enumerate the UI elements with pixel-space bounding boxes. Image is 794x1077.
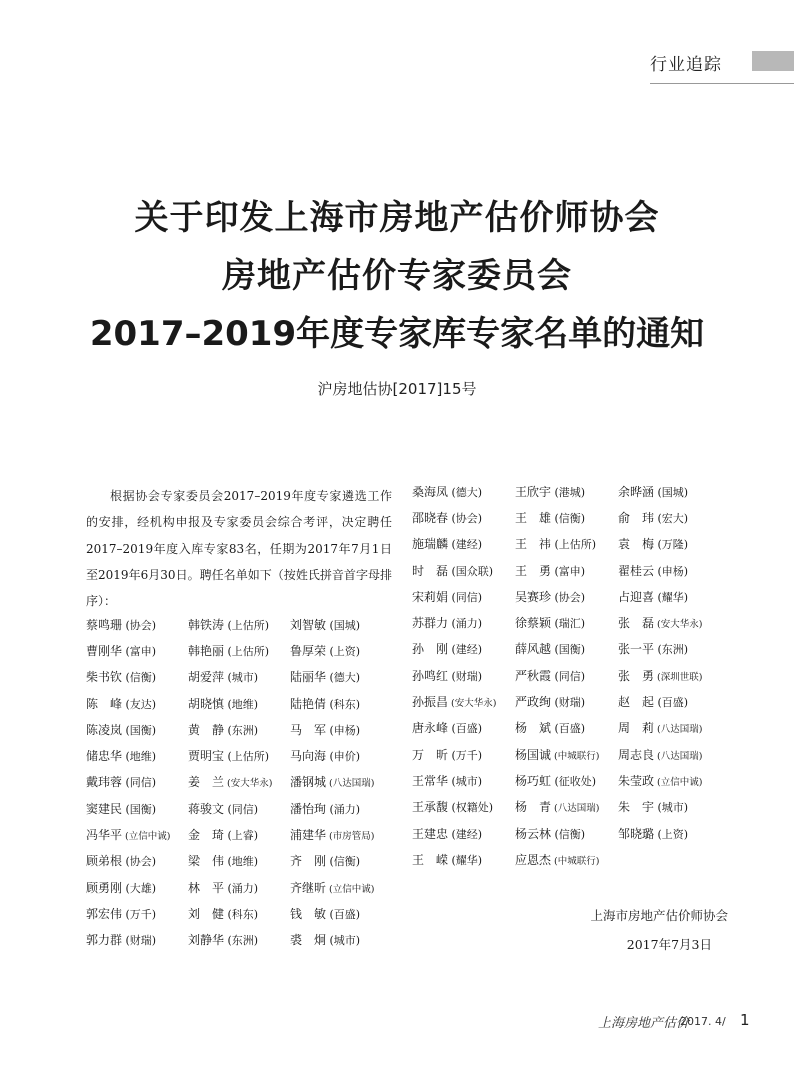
expert-name: 胡晓慎 [188, 696, 225, 711]
expert-name: 王欣宇 [515, 484, 552, 499]
expert-name: 窦建民 [86, 801, 123, 816]
expert-entry [290, 747, 392, 764]
intro-text: 根据协会专家委员会2017–2019年度专家遴选工作的安排，经机构申报及专家委员会综合考评，决定聘任2017–2019年度入库专家83名，任期为2017年7月1日至2019年6月30日。聘任名单如下（按姓氏拼音首字母排序）： [86, 489, 392, 609]
expert-entry [412, 509, 515, 526]
expert-name: 翟桂云 [618, 563, 655, 578]
expert-organization: (城市) [654, 801, 689, 815]
expert-entry [86, 773, 188, 790]
section-label: 行业追踪 [650, 55, 722, 75]
expert-entry [412, 614, 515, 631]
expert-name: 裘 炯 [290, 933, 327, 948]
expert-organization: (信衡) [326, 855, 361, 869]
expert-entry [290, 800, 392, 817]
expert-entry [515, 640, 618, 657]
expert-organization: (国衡) [122, 802, 157, 816]
expert-row [86, 848, 396, 874]
issue-number: 2017. 4/ [680, 1015, 726, 1028]
expert-entry [188, 800, 290, 817]
expert-entry [515, 509, 618, 526]
expert-entry [86, 668, 188, 685]
expert-entry [412, 798, 515, 815]
expert-organization: (万隆) [654, 538, 689, 552]
expert-organization: (涌力) [224, 881, 259, 895]
expert-entry [188, 826, 290, 843]
expert-name: 浦建华 [290, 828, 327, 843]
expert-entry [188, 931, 290, 948]
title-line-2: 房地产估价专家委员会 [222, 256, 572, 296]
expert-organization: (百盛) [551, 722, 586, 736]
expert-entry [515, 851, 618, 868]
expert-organization: (耀华) [448, 853, 483, 867]
expert-organization: (科东) [326, 697, 361, 711]
expert-organization: (市房管局) [326, 831, 375, 843]
expert-name: 冯华平 [86, 828, 123, 843]
expert-organization: (上估所) [224, 644, 270, 658]
expert-organization: (城市) [448, 774, 483, 788]
expert-entry [412, 588, 515, 605]
expert-organization: (财瑞) [448, 669, 483, 683]
expert-organization: (权籍处) [448, 801, 494, 815]
expert-organization: (港城) [551, 485, 586, 499]
expert-name: 王建忠 [412, 826, 449, 841]
expert-organization: (地维) [224, 697, 259, 711]
expert-entry [515, 614, 618, 631]
expert-name: 邹晓璐 [618, 826, 655, 841]
expert-name: 钱 敏 [290, 906, 327, 921]
expert-row [412, 715, 742, 741]
expert-organization: (八达国瑞) [326, 778, 375, 790]
expert-name: 严政绚 [515, 695, 552, 710]
expert-name: 顾勇刚 [86, 880, 123, 895]
expert-entry [618, 535, 721, 552]
expert-name: 韩艳丽 [188, 643, 225, 658]
expert-name: 杨云林 [515, 826, 552, 841]
expert-organization: (科东) [224, 907, 259, 921]
expert-organization: (同信) [448, 590, 483, 604]
expert-organization: (地维) [224, 855, 259, 869]
expert-entry [515, 667, 618, 684]
expert-entry [412, 562, 515, 579]
expert-entry [515, 719, 618, 736]
expert-entry [618, 588, 721, 605]
expert-name: 马向海 [290, 749, 327, 764]
expert-entry [86, 905, 188, 922]
expert-organization: (立信中诚) [326, 883, 375, 895]
expert-organization: (同信) [224, 802, 259, 816]
expert-entry [188, 905, 290, 922]
expert-organization: (协会) [551, 590, 586, 604]
expert-organization: (同信) [122, 776, 157, 790]
expert-entry [290, 931, 392, 948]
expert-name: 郭力群 [86, 933, 123, 948]
expert-organization: (中城联行) [551, 750, 600, 762]
expert-name: 朱 宇 [618, 800, 655, 815]
expert-row [412, 609, 742, 635]
expert-list-right-column [412, 478, 742, 872]
expert-entry [412, 851, 515, 868]
expert-row [86, 611, 396, 637]
title-line-3: 2017–2019年度专家库专家名单的通知 [89, 314, 705, 354]
expert-organization: (涌力) [448, 617, 483, 631]
expert-entry [290, 852, 392, 869]
expert-row [86, 637, 396, 663]
expert-name: 顾弟根 [86, 854, 123, 869]
expert-organization: (城市) [326, 934, 361, 948]
expert-row [412, 688, 742, 714]
expert-name: 王 祎 [515, 537, 552, 552]
expert-name: 孙 刚 [412, 642, 449, 657]
expert-name: 唐永峰 [412, 721, 449, 736]
expert-name: 王 勇 [515, 563, 552, 578]
expert-name: 刘静华 [188, 933, 225, 948]
expert-name: 桑海凤 [412, 484, 449, 499]
expert-organization: (安大华永) [654, 619, 703, 631]
expert-row [86, 769, 396, 795]
expert-entry [86, 852, 188, 869]
expert-name: 曹刚华 [86, 643, 123, 658]
expert-entry [515, 798, 618, 815]
expert-name: 鲁厚荣 [290, 643, 327, 658]
expert-row [86, 716, 396, 742]
expert-organization: (大雄) [122, 881, 157, 895]
expert-row [86, 742, 396, 768]
expert-organization: (信衡) [551, 511, 586, 525]
expert-name: 邵晓春 [412, 510, 449, 525]
expert-organization: (上资) [326, 644, 361, 658]
expert-organization: (中城联行) [551, 855, 600, 867]
expert-row [412, 820, 742, 846]
expert-name: 刘智敏 [290, 617, 327, 632]
journal-logo-mark: 上海房地产估价 [598, 1016, 690, 1031]
expert-name: 吴赛珍 [515, 589, 552, 604]
expert-entry [412, 719, 515, 736]
signature-organization: 上海市房地产估价师协会 [590, 908, 728, 923]
expert-entry [290, 905, 392, 922]
expert-name: 姜 兰 [188, 775, 225, 790]
expert-organization: (德大) [448, 485, 483, 499]
expert-organization: (国衡) [551, 643, 586, 657]
expert-entry [86, 800, 188, 817]
expert-entry [412, 693, 515, 710]
expert-entry [515, 772, 618, 789]
expert-entry [290, 642, 392, 659]
expert-name: 郭宏伟 [86, 906, 123, 921]
expert-entry [188, 695, 290, 712]
expert-organization: (德大) [326, 671, 361, 685]
expert-entry [290, 695, 392, 712]
expert-organization: (申杨) [654, 564, 689, 578]
expert-entry [188, 616, 290, 633]
expert-name: 朱莹政 [618, 773, 655, 788]
expert-row [412, 636, 742, 662]
expert-organization: (上估所) [224, 750, 270, 764]
expert-entry [515, 535, 618, 552]
expert-name: 应恩杰 [515, 852, 552, 867]
expert-name: 周 莉 [618, 721, 655, 736]
expert-organization: (城市) [224, 671, 259, 685]
expert-organization: (八达国瑞) [654, 724, 703, 736]
expert-entry [515, 588, 618, 605]
expert-name: 陆艳倩 [290, 696, 327, 711]
expert-entry [412, 746, 515, 763]
expert-entry [618, 614, 721, 631]
intro-paragraph [86, 483, 392, 614]
expert-name: 严秋霞 [515, 668, 552, 683]
expert-entry [618, 772, 721, 789]
expert-row [412, 531, 742, 557]
expert-entry [290, 668, 392, 685]
expert-name: 蔡鸣珊 [86, 617, 123, 632]
section-marker-bar [752, 51, 794, 71]
expert-name: 马 军 [290, 722, 327, 737]
expert-entry [290, 879, 392, 896]
expert-name: 薛风越 [515, 642, 552, 657]
expert-organization: (国城) [326, 618, 361, 632]
expert-name: 戴玮蓉 [86, 775, 123, 790]
expert-organization: (东洲) [224, 723, 259, 737]
expert-name: 赵 起 [618, 695, 655, 710]
expert-entry [515, 746, 618, 763]
expert-organization: (申价) [326, 750, 361, 764]
expert-entry [412, 825, 515, 842]
expert-name: 林 平 [188, 880, 225, 895]
expert-entry [188, 879, 290, 896]
expert-name: 孙鸣红 [412, 668, 449, 683]
expert-name: 占迎喜 [618, 589, 655, 604]
expert-entry [290, 773, 392, 790]
expert-organization: (八达国瑞) [654, 750, 703, 762]
expert-organization: (万千) [448, 748, 483, 762]
expert-name: 陈 峰 [86, 696, 123, 711]
expert-row [412, 662, 742, 688]
expert-entry [188, 852, 290, 869]
expert-organization: (百盛) [654, 696, 689, 710]
expert-organization: (富申) [122, 644, 157, 658]
expert-name: 梁 伟 [188, 854, 225, 869]
expert-name: 杨 斌 [515, 721, 552, 736]
expert-entry [618, 746, 721, 763]
expert-name: 袁 梅 [618, 537, 655, 552]
expert-entry [188, 642, 290, 659]
expert-organization: (协会) [448, 511, 483, 525]
expert-name: 储忠华 [86, 749, 123, 764]
expert-row [86, 821, 396, 847]
expert-organization: (立信中诚) [122, 831, 171, 843]
expert-name: 孙振昌 [412, 695, 449, 710]
expert-name: 王 雄 [515, 510, 552, 525]
expert-name: 宋莉娟 [412, 589, 449, 604]
expert-name: 苏群力 [412, 616, 449, 631]
expert-row [412, 794, 742, 820]
expert-name: 柴书钦 [86, 670, 123, 685]
expert-row [86, 795, 396, 821]
expert-entry [86, 616, 188, 633]
expert-organization: (安大华永) [224, 778, 273, 790]
expert-organization: (上估所) [551, 538, 597, 552]
expert-name: 杨国诚 [515, 747, 552, 762]
expert-organization: (深圳世联) [654, 671, 703, 683]
expert-entry [515, 562, 618, 579]
expert-row [86, 874, 396, 900]
expert-organization: (涌力) [326, 802, 361, 816]
expert-entry [86, 879, 188, 896]
expert-entry [515, 483, 618, 500]
expert-entry [412, 483, 515, 500]
expert-entry [412, 667, 515, 684]
expert-entry [86, 747, 188, 764]
expert-name: 陆丽华 [290, 670, 327, 685]
expert-name: 王常华 [412, 773, 449, 788]
expert-name: 徐蔡颖 [515, 616, 552, 631]
expert-name: 杨巧虹 [515, 773, 552, 788]
expert-row [412, 504, 742, 530]
expert-name: 王承馥 [412, 800, 449, 815]
expert-row [412, 767, 742, 793]
expert-name: 张 磊 [618, 616, 655, 631]
expert-entry [86, 721, 188, 738]
expert-organization: (上估所) [224, 618, 270, 632]
expert-entry [412, 535, 515, 552]
expert-organization: (百盛) [326, 907, 361, 921]
expert-name: 张 勇 [618, 668, 655, 683]
expert-entry [618, 509, 721, 526]
expert-entry [412, 640, 515, 657]
expert-organization: (同信) [551, 669, 586, 683]
expert-name: 胡爱萍 [188, 670, 225, 685]
expert-entry [188, 773, 290, 790]
expert-entry [618, 667, 721, 684]
expert-organization: (友达) [122, 697, 157, 711]
expert-row [86, 900, 396, 926]
expert-entry [618, 640, 721, 657]
expert-entry [618, 483, 721, 500]
expert-entry [188, 747, 290, 764]
expert-name: 施瑞麟 [412, 537, 449, 552]
expert-name: 周志良 [618, 747, 655, 762]
expert-name: 万 昕 [412, 747, 449, 762]
expert-organization: (耀华) [654, 590, 689, 604]
signature-date: 2017年7月3日 [626, 937, 712, 952]
expert-organization: (东洲) [654, 643, 689, 657]
expert-row [412, 583, 742, 609]
expert-entry [515, 825, 618, 842]
expert-entry [86, 642, 188, 659]
expert-organization: (富申) [551, 564, 586, 578]
expert-name: 韩铁涛 [188, 617, 225, 632]
expert-row [412, 557, 742, 583]
expert-entry [86, 695, 188, 712]
expert-name: 王 嵘 [412, 852, 449, 867]
expert-organization: (国城) [654, 485, 689, 499]
expert-row [412, 478, 742, 504]
expert-entry [188, 721, 290, 738]
expert-name: 陈凌岚 [86, 722, 123, 737]
expert-entry [86, 931, 188, 948]
expert-entry [290, 721, 392, 738]
expert-organization: (东洲) [224, 934, 259, 948]
expert-organization: (征收处) [551, 774, 597, 788]
expert-entry [618, 693, 721, 710]
expert-organization: (国众联) [448, 564, 494, 578]
expert-row [86, 664, 396, 690]
expert-organization: (国衡) [122, 723, 157, 737]
expert-name: 俞 玮 [618, 510, 655, 525]
expert-organization: (八达国瑞) [551, 803, 600, 815]
document-number: 沪房地估协[2017]15号 [317, 380, 477, 398]
expert-name: 齐继昕 [290, 880, 327, 895]
expert-organization: (立信中诚) [654, 776, 703, 788]
expert-row [86, 927, 396, 953]
expert-organization: (财瑞) [551, 696, 586, 710]
expert-name: 时 磊 [412, 563, 449, 578]
expert-name: 刘 健 [188, 906, 225, 921]
expert-organization: (瑞汇) [551, 617, 586, 631]
expert-name: 张一平 [618, 642, 655, 657]
expert-entry [188, 668, 290, 685]
expert-organization: (安大华永) [448, 698, 497, 710]
expert-name: 蒋骏文 [188, 801, 225, 816]
header-divider [650, 83, 794, 84]
title-line-1: 关于印发上海市房地产估价师协会 [134, 198, 660, 238]
expert-entry [290, 826, 392, 843]
expert-organization: (建经) [448, 643, 483, 657]
expert-name: 齐 刚 [290, 854, 327, 869]
expert-entry [618, 562, 721, 579]
expert-organization: (上资) [654, 827, 689, 841]
expert-entry [86, 826, 188, 843]
expert-organization: (万千) [122, 907, 157, 921]
expert-row [412, 846, 742, 872]
expert-entry [290, 616, 392, 633]
expert-entry [515, 693, 618, 710]
expert-entry [618, 798, 721, 815]
expert-organization: (协会) [122, 855, 157, 869]
expert-entry [412, 772, 515, 789]
expert-entry [618, 825, 721, 842]
expert-organization: (信衡) [551, 827, 586, 841]
expert-name: 黄 静 [188, 722, 225, 737]
expert-row [412, 741, 742, 767]
expert-name: 金 琦 [188, 828, 225, 843]
expert-organization: (申杨) [326, 723, 361, 737]
expert-name: 潘怡珣 [290, 801, 327, 816]
expert-organization: (财瑞) [122, 934, 157, 948]
expert-name: 潘钢城 [290, 775, 327, 790]
expert-organization: (信衡) [122, 671, 157, 685]
expert-list-left-column [86, 611, 396, 953]
expert-row [86, 690, 396, 716]
expert-organization: (协会) [122, 618, 157, 632]
expert-organization: (地维) [122, 750, 157, 764]
expert-entry [618, 719, 721, 736]
expert-name: 余晔涵 [618, 484, 655, 499]
expert-organization: (上睿) [224, 829, 259, 843]
expert-organization: (建经) [448, 538, 483, 552]
expert-name: 贾明宝 [188, 749, 225, 764]
expert-organization: (百盛) [448, 722, 483, 736]
expert-organization: (宏大) [654, 511, 689, 525]
expert-organization: (建经) [448, 827, 483, 841]
page-number: 1 [740, 1011, 750, 1029]
expert-name: 杨 青 [515, 800, 552, 815]
